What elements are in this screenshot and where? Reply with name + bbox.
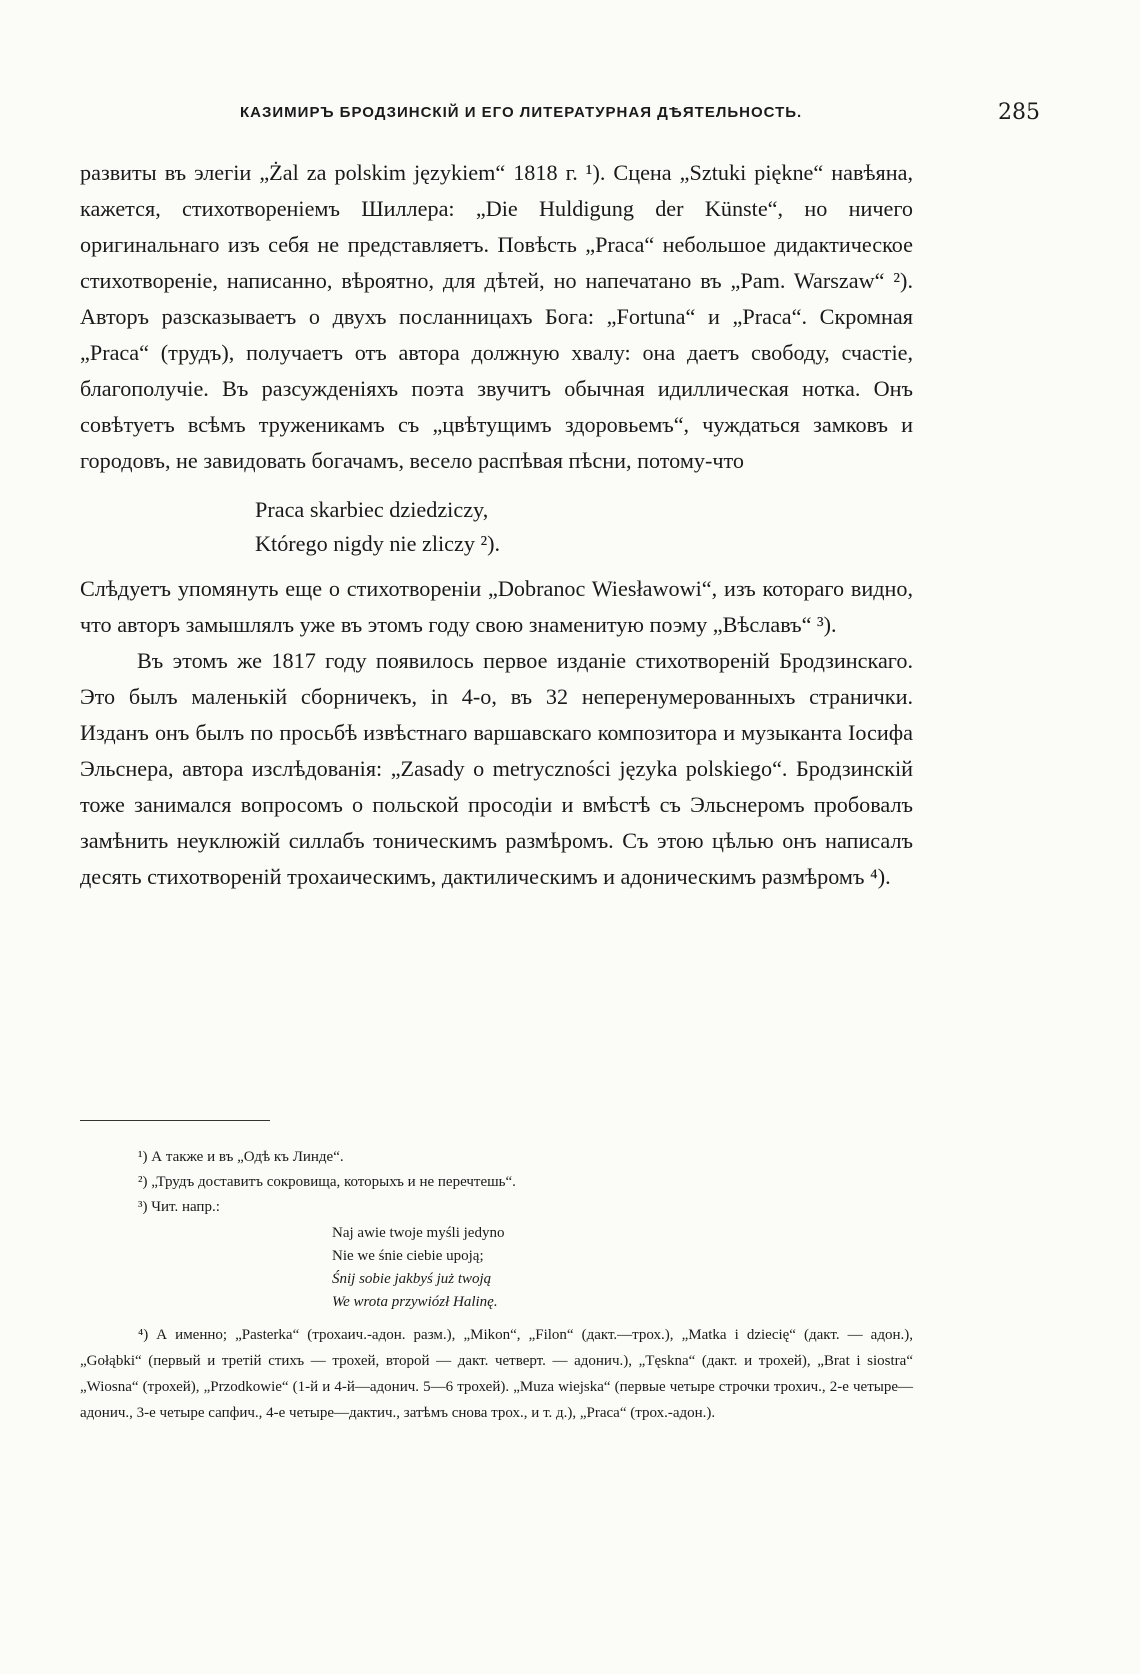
page-header: [80, 100, 1040, 140]
quote-line: Naj awie twoje myśli jedyno: [332, 1225, 505, 1241]
quote-line: Śnij sobie jakbyś już twoją: [332, 1271, 492, 1287]
running-title: КАЗИМИРЪ БРОДЗИНСКІЙ И ЕГО ЛИТЕРАТУРНАЯ ДѢЯТЕЛЬНОСТЬ.: [240, 104, 803, 121]
page-number: 285: [998, 100, 1040, 125]
paragraph: развиты въ элегіи „Żal za polskim językiem“ 1818 г. ¹). Сцена „Sztuki piękne“ навѣяна, кажется, стихотвореніемъ Шиллера: „Die Huldigung der Künste“, но ничего оригинальнаго изъ себя не представляетъ. Повѣсть „Praca“ небольшое дидактическое стихотвореніе, написанно, вѣроятно, для дѣтей, но напечатано въ „Pam. Warszaw“ ²). Авторъ разсказываетъ о двухъ посланницахъ Бога: „Fortuna“ и „Praca“. Скромная „Praca“ (трудъ), получаетъ отъ автора должную хвалу: она даетъ свободу, счастіе, благополучіе. Въ разсужденіяхъ поэта звучитъ обычная идиллическая нотка. Онъ совѣтуетъ всѣмъ труженикамъ съ „цвѣтущимъ здоровьемъ“, чуждаться замковъ и городовъ, не завидовать богачамъ, весело распѣвая пѣсни, потому-что: [80, 160, 913, 473]
main-text: [80, 155, 913, 895]
footnote-3-quote: [332, 1222, 913, 1314]
quote-line: We wrota przywiózł Halinę.: [332, 1294, 498, 1310]
footnote-separator: [80, 1120, 270, 1121]
footnotes: [80, 1145, 913, 1426]
footnote-1: ¹) А также и въ „Одѣ къ Линде“.: [138, 1149, 344, 1165]
footnote-2: ²) „Трудъ доставитъ сокровища, которыхъ и не перечтешь“.: [138, 1174, 516, 1190]
paragraph: Слѣдуетъ упомянуть еще о стихотвореніи „Dobranoc Wiesławowi“, изъ котораго видно, что авторъ замышлялъ уже въ этомъ году свою знаменитую поэму „Вѣславъ“ ³).: [80, 576, 913, 637]
quote-line: Nie we śnie ciebie upoją;: [332, 1248, 484, 1264]
verse-line: Którego nigdy nie zliczy ²).: [255, 531, 501, 556]
footnote-3: ³) Чит. напр.:: [138, 1199, 220, 1215]
verse-line: Praca skarbiec dziedziczy,: [255, 497, 489, 522]
verse-quote: [255, 493, 913, 561]
paragraph: Въ этомъ же 1817 году появилось первое изданіе стихотвореній Бродзинскаго. Это былъ маленькій сборничекъ, in 4-o, въ 32 неперенумерованныхъ странички. Изданъ онъ былъ по просьбѣ извѣстнаго варшавскаго композитора и музыканта Іосифа Эльснера, автора изслѣдованія: „Zasady o metryczności języka polskiego“. Бродзинскій тоже занимался вопросомъ о польской просодіи и вмѣстѣ съ Эльснеромъ пробовалъ замѣнить неуклюжій силлабъ тоническимъ размѣромъ. Съ этою цѣлью онъ написалъ десять стихотвореній трохаическимъ, дактилическимъ и адоническимъ размѣромъ ⁴).: [80, 648, 913, 889]
footnote-4: ⁴) А именно; „Pasterka“ (трохаич.-адон. разм.), „Mikon“, „Filon“ (дакт.—трох.), „Matka i dziecię“ (дакт. — адон.), „Gołąbki“ (первый и третій стихъ — трохей, второй — дакт. четверт. — адонич.), „Tęskna“ (дакт. и трохей), „Brat i siostra“ „Wiosna“ (трохей), „Przodkowie“ (1-й и 4-й—адонич. 5—6 трохей). „Muza wiejska“ (первые четыре строчки трохич., 2-е четыре—адонич., 3-е четыре сапфич., 4-е четыре—дактич., затѣмъ снова трох., и т. д.), „Praca“ (трох.-адон.).: [80, 1327, 913, 1421]
